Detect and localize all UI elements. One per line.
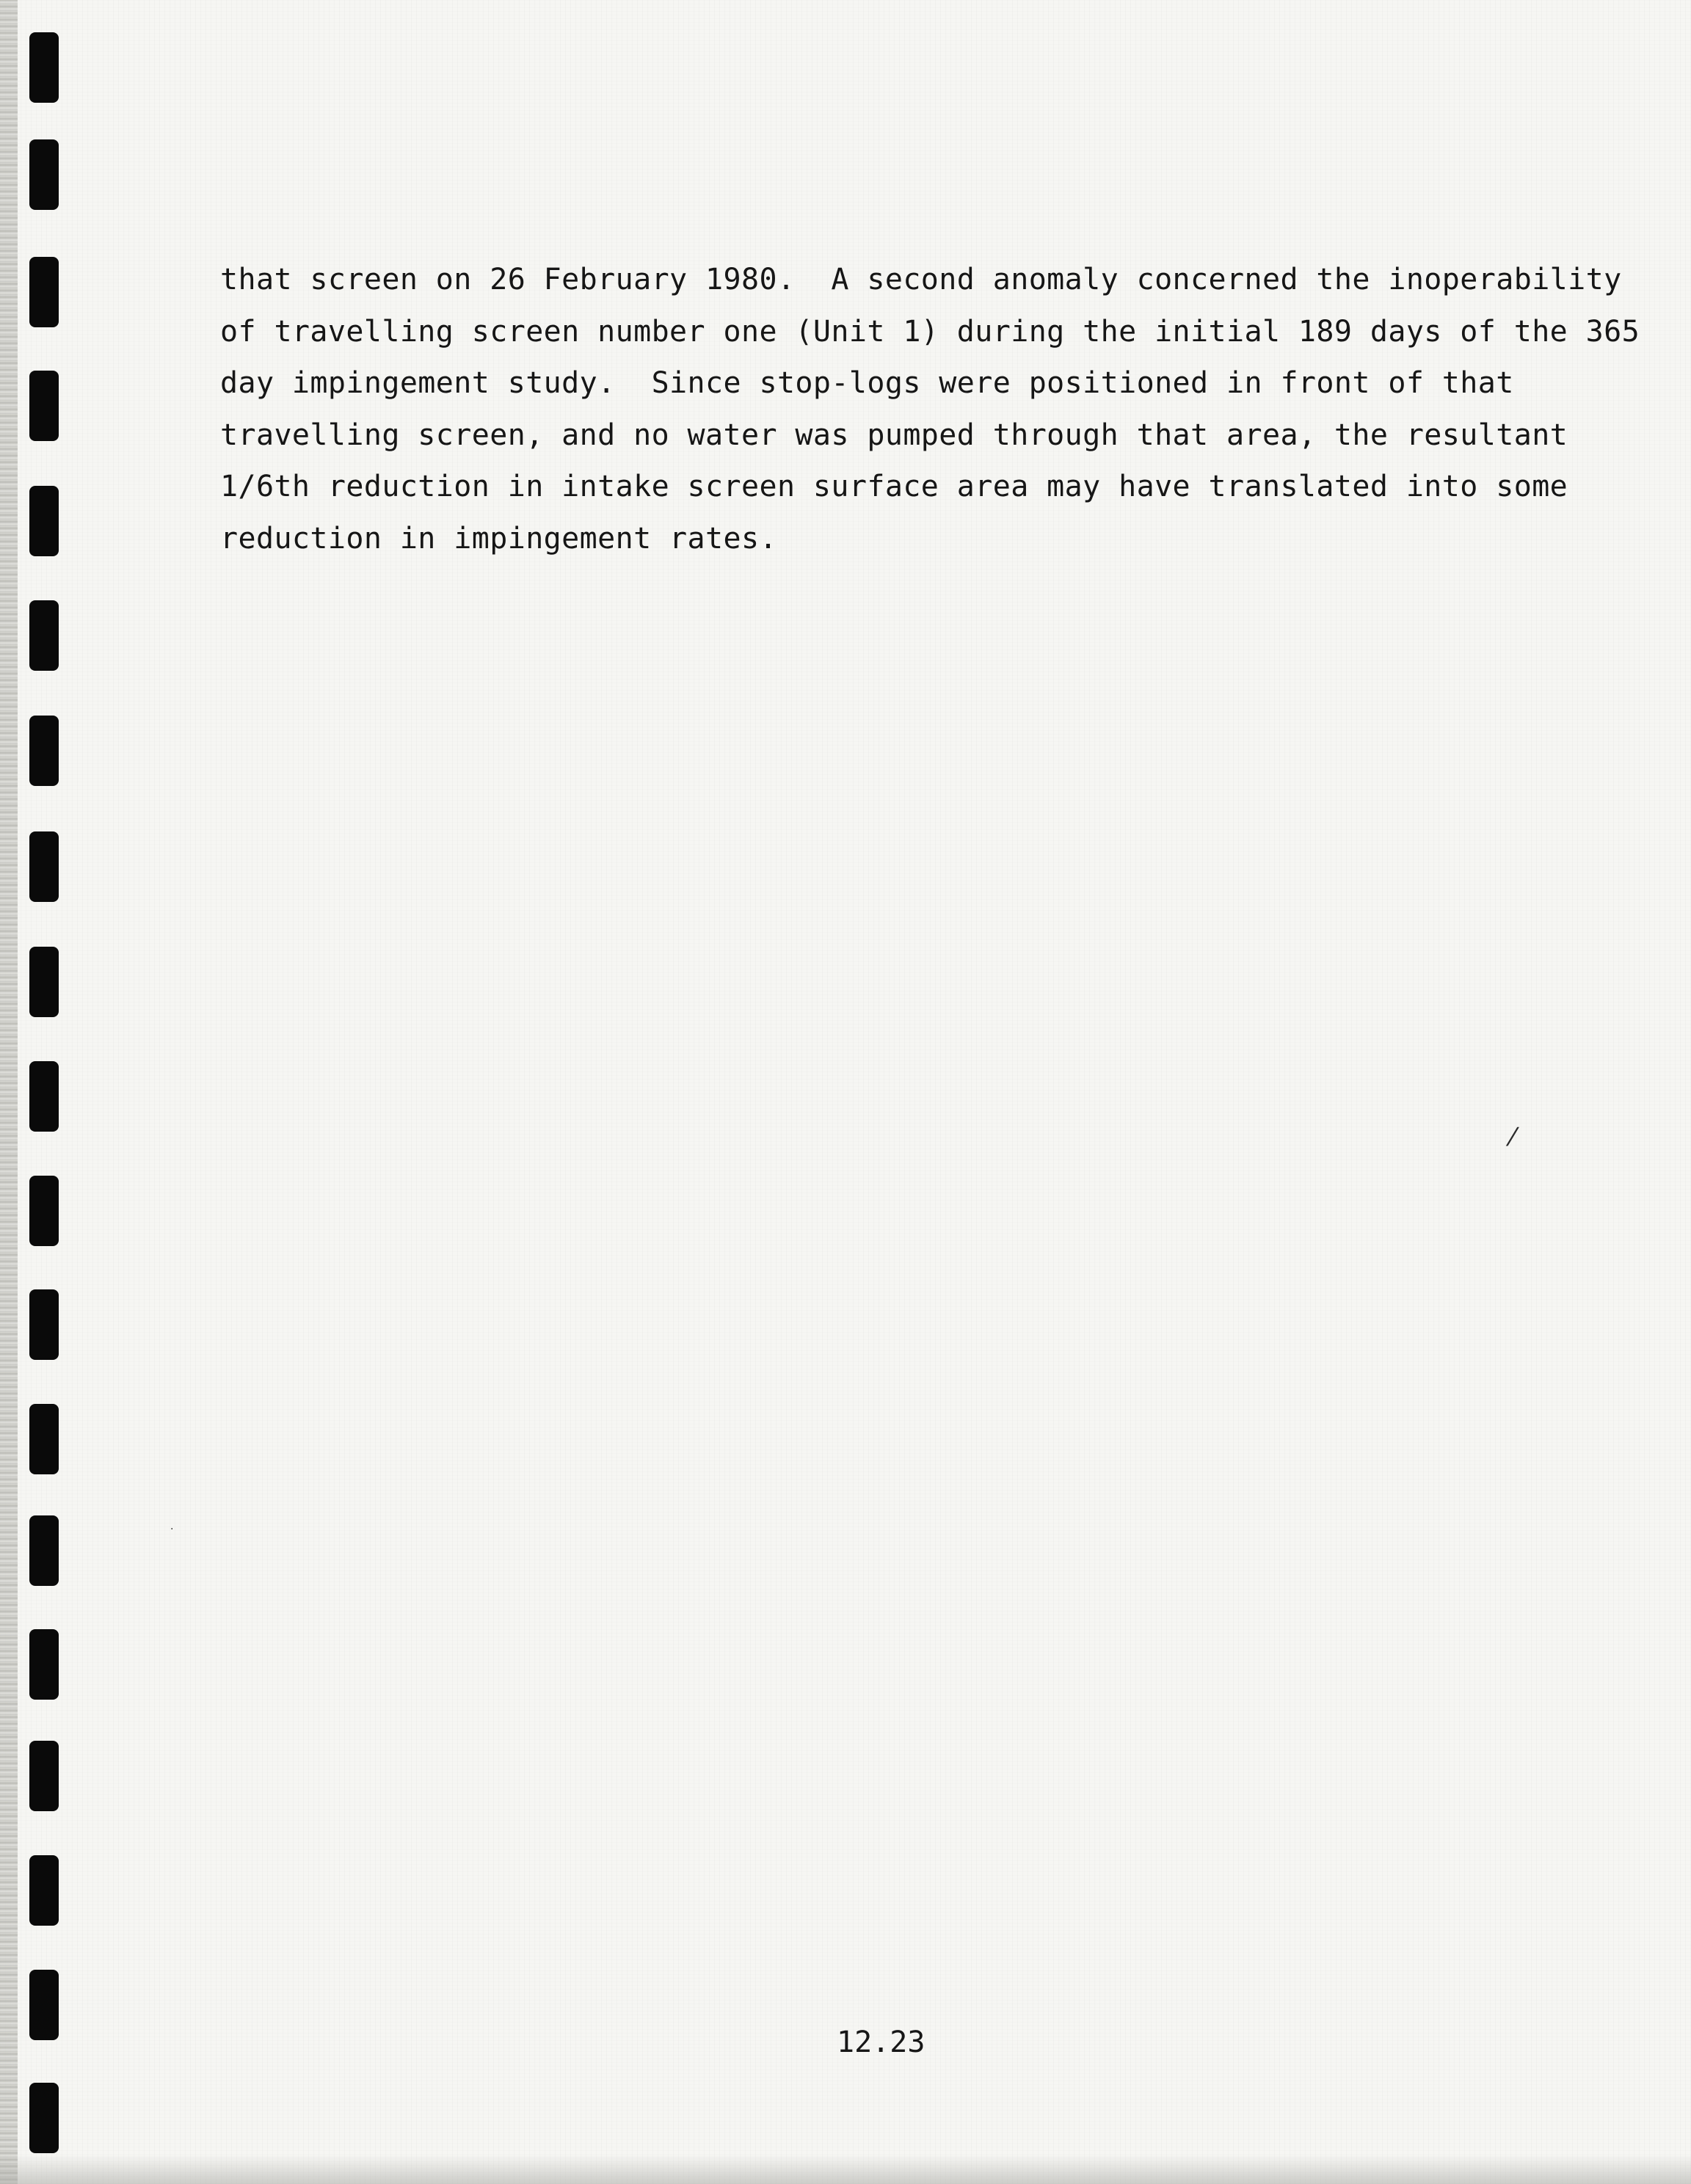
binder-hole: [29, 1061, 59, 1132]
paragraph-line: 1/6th reduction in intake screen surface area may have translated into some: [220, 470, 1568, 503]
scan-speck: ·: [170, 1524, 174, 1535]
binder-hole: [29, 1176, 59, 1246]
binder-hole: [29, 1741, 59, 1811]
binder-hole: [29, 486, 59, 556]
body-paragraph: [220, 254, 1640, 564]
binder-holes: [0, 0, 73, 2184]
scan-speck: ⁄: [1510, 1123, 1515, 1152]
paragraph-line: that screen on 26 February 1980. A second anomaly concerned the inoperability: [220, 263, 1622, 296]
paragraph-line: travelling screen, and no water was pumped through that area, the resultant: [220, 418, 1568, 452]
paragraph-line: day impingement study. Since stop-logs were positioned in front of that: [220, 366, 1514, 400]
paragraph-line: of travelling screen number one (Unit 1) during the initial 189 days of the 365: [220, 314, 1640, 349]
binder-hole: [29, 1970, 59, 2040]
binder-hole: [29, 371, 59, 441]
binder-hole: [29, 257, 59, 327]
binder-hole: [29, 1404, 59, 1474]
scan-bottom-edge-noise: [0, 2155, 1691, 2184]
binder-hole: [29, 1629, 59, 1700]
binder-hole: [29, 831, 59, 902]
binder-hole: [29, 139, 59, 210]
binder-hole: [29, 1515, 59, 1586]
binder-hole: [29, 600, 59, 671]
binder-hole: [29, 716, 59, 786]
binder-hole: [29, 2083, 59, 2153]
binder-hole: [29, 947, 59, 1017]
binder-hole: [29, 1289, 59, 1360]
paragraph-line: reduction in impingement rates.: [220, 521, 777, 556]
binder-hole: [29, 1855, 59, 1926]
page-number: 12.23: [837, 2025, 925, 2059]
binder-hole: [29, 32, 59, 103]
